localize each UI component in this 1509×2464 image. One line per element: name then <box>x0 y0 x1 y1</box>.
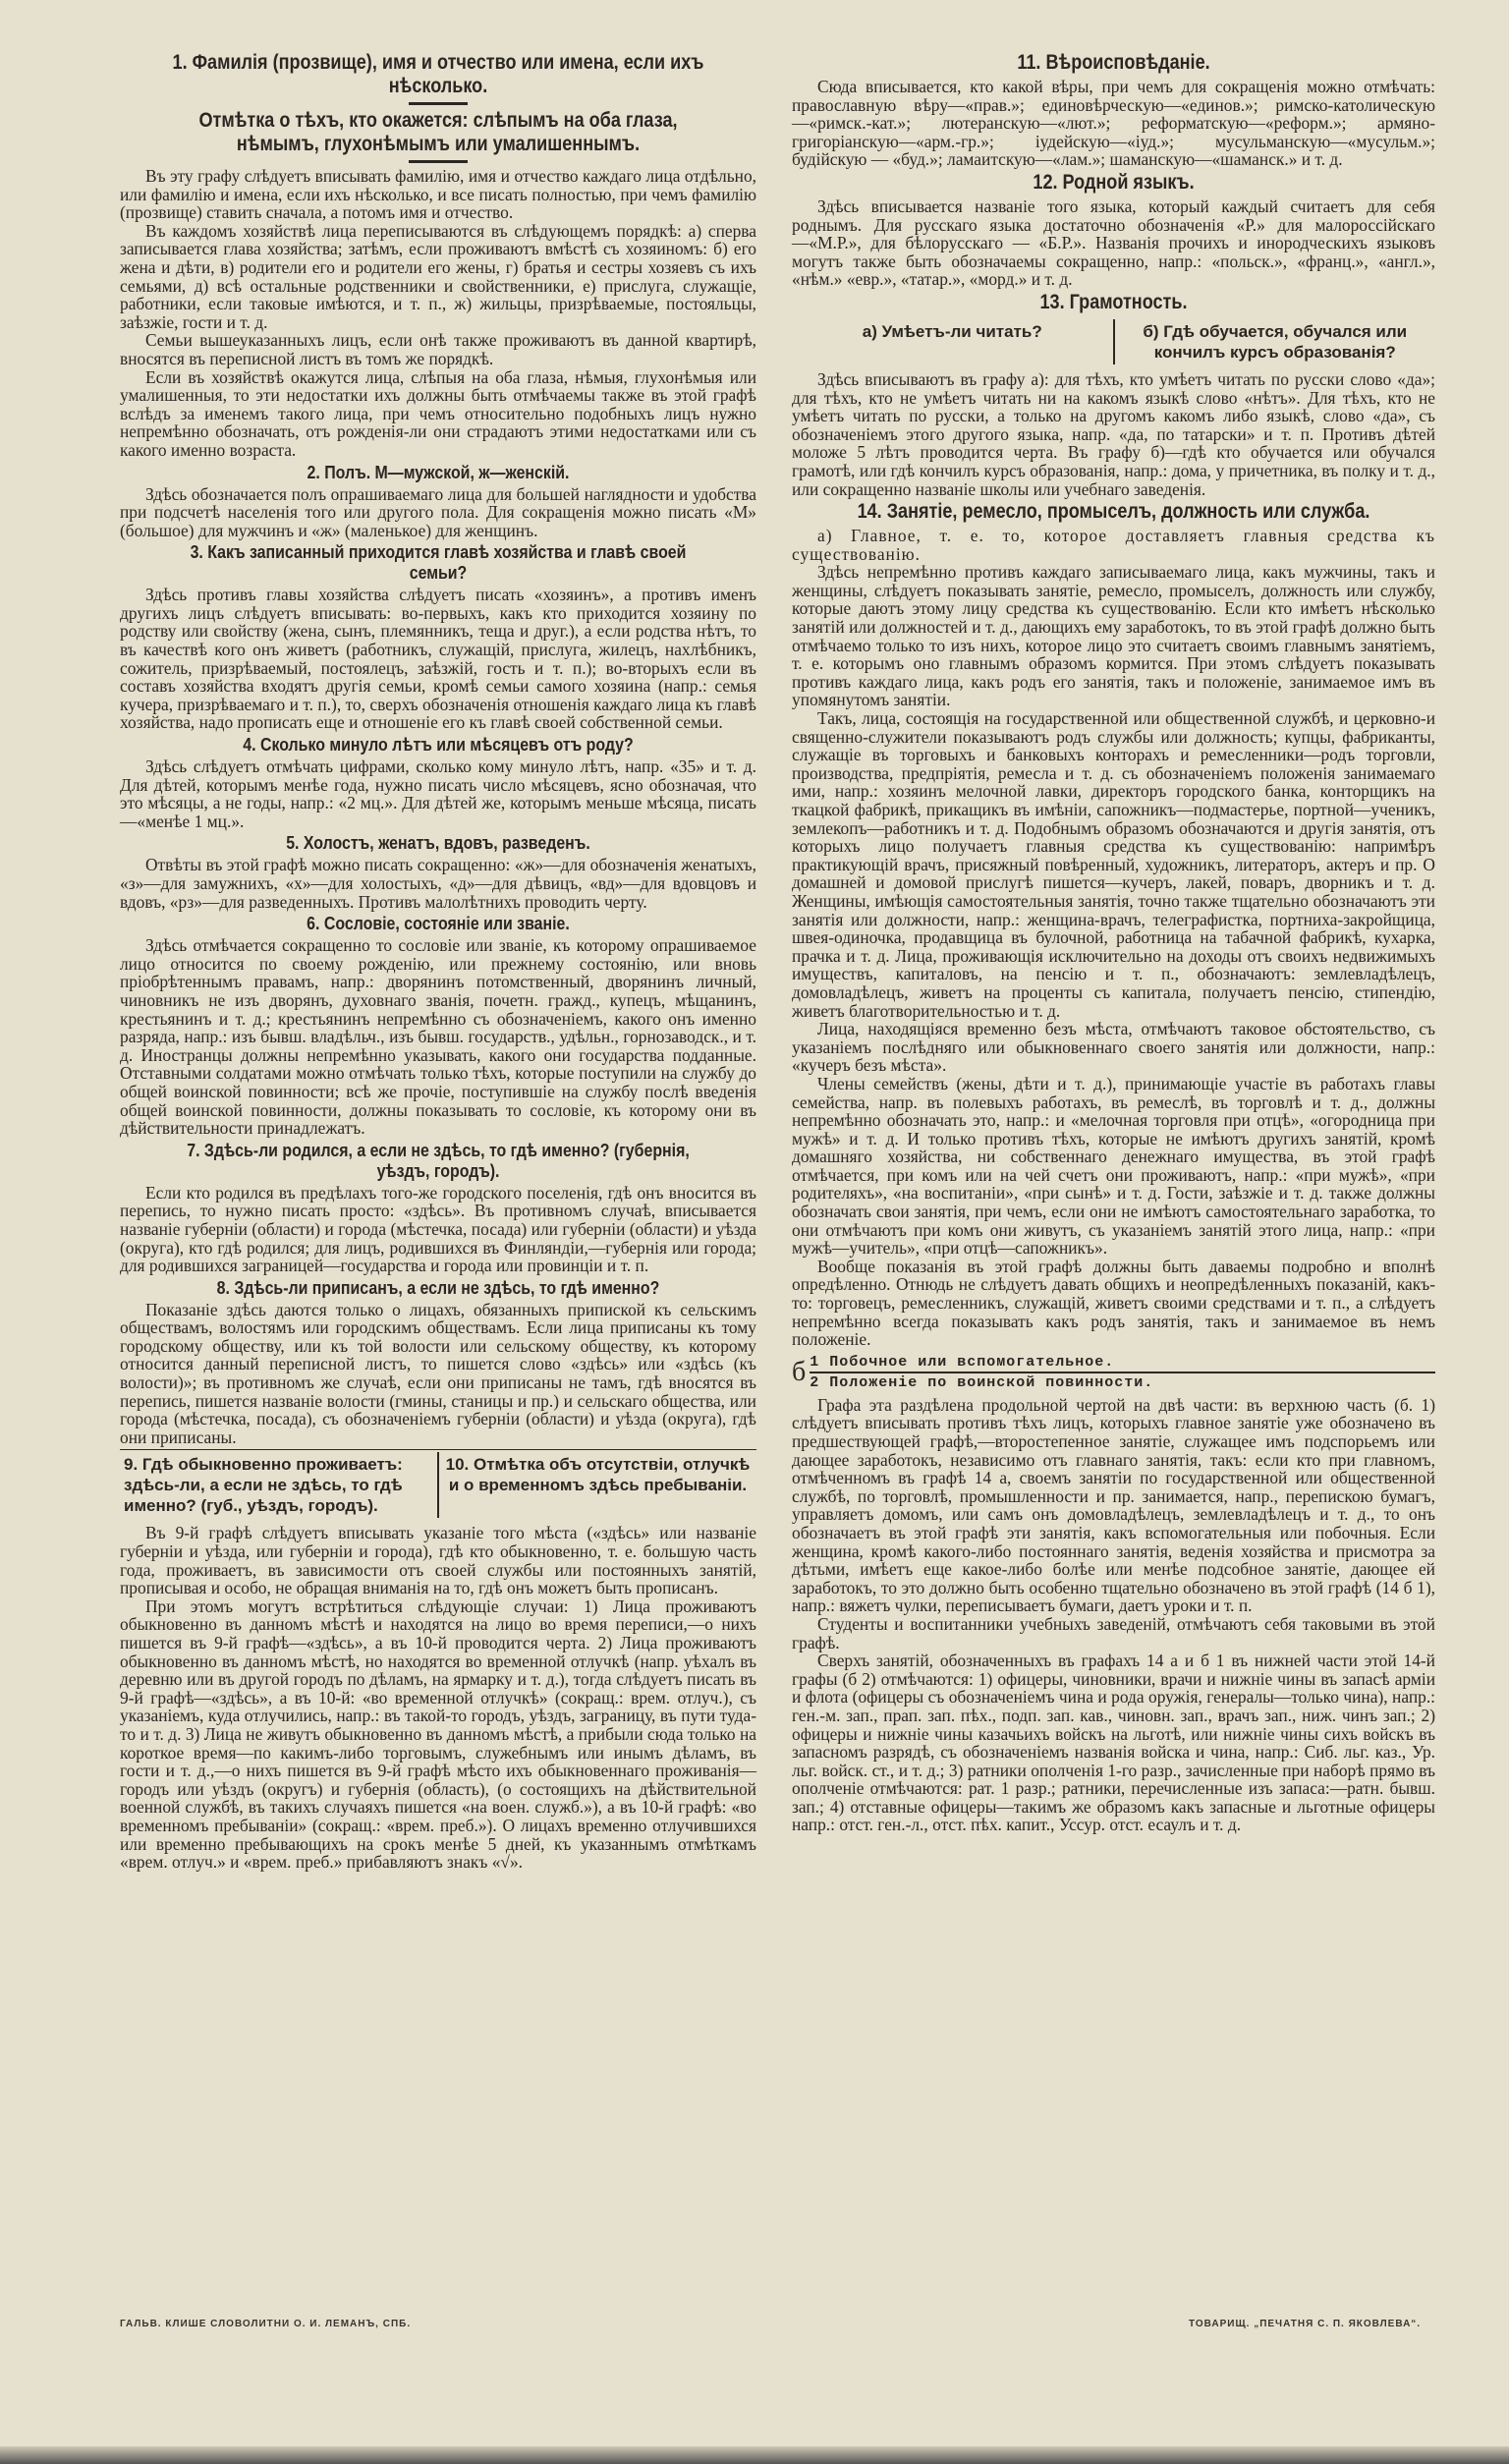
section-14b1-title: 1 Побочное или вспомогательное. <box>810 1353 1435 1373</box>
section-9-title: 9. Гдѣ обыкновенно проживаетъ: здѣсь-ли, а если не здѣсь, то гдѣ именно? (губ., уѣздъ, городъ). <box>124 1455 403 1516</box>
section-2-title: 2. Полъ. М—мужской, ж—женскій. <box>307 461 570 482</box>
section-13a-title: а) Умѣетъ-ли читать? <box>862 321 1042 341</box>
section-9-body <box>120 1524 756 1871</box>
section-6-title: 6. Сословіе, состояніе или званіе. <box>307 913 570 934</box>
paragraph: Студенты и воспитанники учебныхъ заведеній, отмѣчаютъ себя таковыми въ этой графѣ. <box>792 1613 1435 1652</box>
section-1-body <box>120 167 756 460</box>
paragraph: Вообще показанія въ этой графѣ должны быть даваемы подробно и вполнѣ опредѣленно. Отнюдь не слѣдуетъ давать общихъ и неопредѣленныхъ показаній, какъ-то: торговецъ, ремесленникъ, служащій, живетъ своими средствами и т. п., а слѣдуетъ непремѣнно всегда показывать какъ родъ занятія, такъ и занимаемое въ немъ положеніе. <box>792 1256 1435 1350</box>
right-column <box>792 49 1435 1834</box>
paragraph: Здѣсь отмѣчается сокращенно то сословіе или званіе, къ которому опрашиваемое лицо относится по своему рожденію, или прежнему состоянію, или вновь пріобрѣтеннымъ правамъ, напр.: дворянинъ потомственный, дворянинъ личный, чиновникъ не изъ дворянъ, духовнаго званія, почетн. гражд., купецъ, мѣщанинъ, крестьянинъ и т. д.; крестьянинъ непремѣнно съ обозначеніемъ, какого онъ именно разряда, напр.: изъ бывш. владѣльч., изъ бывш. государств., удѣльн., горнозаводск., и т. д. Иностранцы должны непремѣнно указывать, какого они государства подданные. Отставными солдатами можно отмѣчать только тѣхъ, которые поступили на службу до общей воинской повинности; всѣ же прочіе, поступившіе на службу послѣ введенія общей воинской повинности, должны показывать то сословіе, къ которому они въ дѣйствительности принадлежатъ. <box>120 935 756 1139</box>
section-14b-header <box>792 1353 1435 1392</box>
paragraph: Здѣсь противъ главы хозяйства слѣдуетъ писать «хозяинъ», а противъ именъ другихъ лицъ слѣдуетъ вписывать: во-первыхъ, какъ кто приходится хозяину по родству или свойству (жена, сынъ, племянникъ, теща и друг.), а если родства нѣтъ, то въ качествѣ кого онъ живетъ (работникъ, служащій, прислуга, жилецъ, нахлѣбникъ, сожитель, призрѣваемый, постоялецъ, заѣзжій, гость и т. п.); во-вторыхъ если въ составъ хозяйства входятъ другія семьи, кромѣ семьи самого хозяина (напр.: семья кучера, призрѣваемаго и т. п.), то, сверхъ обозначенія отношенія каждаго лица къ главѣ хозяйства, надо прописать еще и отношеніе его къ главѣ своей собственной семьи. <box>120 585 756 733</box>
paragraph: Въ 9-й графѣ слѣдуетъ вписывать указаніе того мѣста («здѣсь» или названіе губерніи и уѣзда, или губерніи и города), гдѣ кто обыкновенно, т. е. большую часть года, проживаетъ, въ зависимости отъ своей службы или постоянныхъ занятій, прописывая и особо, не обращая вниманія на то, гдѣ онъ можетъ быть прописанъ. <box>120 1523 756 1598</box>
section-14b-body <box>792 1396 1435 1834</box>
paragraph: Здѣсь обозначается полъ опрашиваемаго лица для большей наглядности и удобства при подсчетѣ населенія того или другого пола. Для сокращенія можно писать «М» (большое) для мужчинъ и «ж» (маленькое) для женщинъ. <box>120 483 756 540</box>
section-1-subtitle: Отмѣтка о тѣхъ, кто окажется: слѣпымъ на оба глаза, нѣмымъ, глухонѣмымъ или умалишеннымъ. <box>198 109 678 155</box>
section-14b2-title: 2 Положеніе по воинской повинности. <box>810 1373 1154 1391</box>
section-8-title: 8. Здѣсь-ли приписанъ, а если не здѣсь, то гдѣ именно? <box>216 1276 660 1298</box>
section-13b-title: б) Гдѣ обучается, обучался или кончилъ курсъ образованія? <box>1113 319 1436 364</box>
paragraph: При этомъ могутъ встрѣтиться слѣдующіе случаи: 1) Лица проживаютъ обыкновенно въ данномъ мѣстѣ и находятся на лицо во время переписи,—о нихъ пишется въ 9-й графѣ—«здѣсь», а въ 10-й проводится черта. 2) Лица проживаютъ обыкновенно въ данномъ мѣстѣ, но находятся во временной отлучкѣ (напр. уѣхалъ въ деревню или въ другой городъ по дѣламъ, на ярмарку и т. д.), тогда слѣдуетъ писать въ 9-й графѣ—«здѣсь», а въ 10-й: «во временной отлучкѣ» (сокращ.: врем. отлуч.), съ указаніемъ, куда отлучились, напр.: въ такой-то городъ, уѣздъ, заграницу, въ пути туда-то и т. д. 3) Лица не живутъ обыкновенно въ данномъ мѣстѣ, а прибыли сюда только на короткое время—по какимъ-либо торговымъ, служебнымъ или инымъ дѣламъ, въ гости и т. д.,—о нихъ пишется въ 9-й графѣ мѣсто ихъ обыкновеннаго проживанія—городъ или уѣздъ (округъ) и губернія (область), (о состоящихъ на дѣйствительной военной службѣ, въ такихъ случаяхъ пишется «на воен. служб.»), а въ 10-й графѣ: «во временномъ пребываніи» (сокращ.: «врем. преб.»). О лицахъ временно отлучившихся или временно пребывающихъ на срокъ менѣе 5 дней, къ указаннымъ отмѣткамъ «врем. отлуч.» и «врем. преб.» прибавляютъ знакъ «√». <box>120 1596 756 1873</box>
paragraph: Семьи вышеуказанныхъ лицъ, если онѣ также проживаютъ въ данной квартирѣ, вносятся въ переписной листъ въ томъ же порядкѣ. <box>120 330 756 368</box>
divider <box>409 160 468 163</box>
section-3-body <box>120 586 756 732</box>
paragraph: Сюда вписывается, кто какой вѣры, при чемъ для сокращенія можно отмѣчать: православную вѣру—«прав.»; единовѣрческую—«единов.»; римско-католическую—«римск.-кат.»; лютеранскую—«лют.»; реформатскую—«реформ.»; армяно-григоріанскую—«арм.-гр.»; іудейскую—«іуд.»; мусульманскую—«мусульм.»; будійскую — «буд.»; ламаитскую—«лам.»; шаманскую—«шаманск.» и т. д. <box>792 77 1435 170</box>
divider <box>409 102 468 105</box>
section-8-body <box>120 1301 756 1447</box>
printer-credit-right: ТОВАРИЩ. „ПЕЧАТНЯ С. П. ЯКОВЛЕВА“. <box>1189 2319 1422 2329</box>
left-column <box>120 49 756 1872</box>
paragraph: Показаніе здѣсь даются только о лицахъ, обязанныхъ припиской къ сельскимъ обществамъ, волостямъ или городскимъ обществамъ. Если лица приписаны къ тому городскому обществу, или къ той волости или сельскому обществу, къ которому относится данный переписной листъ, то пишется слово «здѣсь» или «здѣсь (къ волости)»; въ противномъ же случаѣ, если они приписаны не тамъ, гдѣ вносятся въ перепись, пишется названіе волости (гмины, станицы и пр.) и сельскаго общества, или города (мѣстечка, посада), съ обозначеніемъ губерніи (области) и уѣзда (округа), гдѣ они приписаны. <box>120 1299 756 1447</box>
paragraph: Если кто родился въ предѣлахъ того-же городского поселенія, гдѣ онъ вносится въ перепись, то нужно писать просто: «здѣсь». Въ противномъ случаѣ, вписывается названіе губерніи (области) и города (мѣстечка, посада) или губерніи (области) и уѣзда (округа), кто гдѣ родился; для лицъ, родившихся въ Финляндіи,—губернія или города; для родившихся заграницей—государства и города или провинціи и т. п. <box>120 1182 756 1276</box>
section-1-title: 1. Фамилія (прозвище), имя и отчество или имена, если ихъ нѣсколько. <box>172 51 704 97</box>
paragraph: Графа эта раздѣлена продольной чертой на двѣ части: въ верхнюю часть (б. 1) слѣдуетъ вписывать противъ тѣхъ лицъ, которыхъ главное занятіе уже обозначено въ предшествующей графѣ,—второстепенное занятіе, служащее имъ подспорьемъ или дающее заработокъ, независимо отъ главнаго занятія, такъ: если кто при главномъ, отмѣченномъ въ графѣ 14 а, своемъ занятіи по государственной или общественной службѣ, по торговлѣ, промышленности и пр. занимается, напр., перепискою бумагъ, управляетъ домомъ, или самъ онъ домовладѣлецъ, землевладѣлецъ и т. д., то онъ обозначаетъ въ этой графѣ эти занятія, какъ вспомогательныя или побочныя. Если женщина, кромѣ какого-либо постояннаго занятія, веденія хозяйства и присмотра за дѣтьми, имѣетъ еще какое-либо болѣе или менѣе подсобное занятіе, дающее ей заработокъ, то это должно быть особенно тщательно обозначено въ этой графѣ (14 б 1), напр.: вяжетъ чулки, переписываетъ бумаги, даетъ уроки и т. п. <box>792 1394 1435 1616</box>
section-13-header <box>792 317 1435 367</box>
section-12-body <box>792 197 1435 289</box>
paragraph: Въ эту графу слѣдуетъ вписывать фамилію, имя и отчество каждаго лица отдѣльно, или фамилію и имена, если ихъ нѣсколько, и все писать полностью, при чемъ фамилію (прозвище) ставить сначала, а потомъ имя и отчество. <box>120 166 756 223</box>
paragraph: Члены семействъ (жены, дѣти и т. д.), принимающіе участіе въ работахъ главы семейства, напр. въ полевыхъ работахъ, въ ремеслѣ, въ торговлѣ и т. д., должны непремѣнно обозначать это, напр.: и «мелочная торговля при отцѣ», «огородница при мужѣ» и т. д. И только противъ тѣхъ, которые не имѣютъ другихъ занятій, кромѣ домашняго хозяйства, ни собственнаго денежнаго имущества, въ этой графѣ отмѣчается, при комъ или на чей счетъ они проживаютъ, напр.: «при мужѣ», «при родителяхъ», «на воспитаніи», «при сынѣ» и т. д. Гости, заѣзжіе и т. д. также должны обозначать свои занятія, при чемъ, если они не имѣютъ самостоятельнаго заработка, то они отмѣчаютъ при комъ они живутъ, съ указаніемъ занятій этого лица, напр.: «при мужѣ—учитель», «при отцѣ—сапожникъ». <box>792 1073 1435 1259</box>
section-14-title: 14. Занятіе, ремесло, промыселъ, должность или служба. <box>857 500 1370 524</box>
paragraph: Такъ, лица, состоящія на государственной или общественной службѣ, и церковно-и священно-служители показываютъ родъ службы или должность; купцы, фабриканты, служащіе въ торговыхъ и банковыхъ конторахъ и ремесленники—родъ торговли, производства, предпріятія, ремесла и т. д. съ обозначеніемъ положенія занимаемаго ими, напр.: хозяинъ мелочной лавки, директоръ городского банка, конторщикъ на ткацкой фабрикѣ, прикащикъ въ имѣніи, сапожникъ—подмастерье, портной—ученикъ, землекопъ—работникъ и т. д. Подобнымъ образомъ обозначаются и другія занятія, отъ которыхъ лицо получаетъ главныя средства къ существованію: напримѣръ практикующій врачъ, присяжный повѣренный, художникъ, литераторъ, актеръ и пр. О домашней и домовой прислугѣ пишется—кучеръ, лакей, поваръ, дворникъ и т. д. Женщины, имѣющія самостоятельныя занятія, точно также тщательно обозначаютъ эти занятія или должности, напр.: женщина-врачъ, телеграфистка, портниха-закройщица, швея-одиночка, продавщица въ булочной, работница на табачной фабрикѣ, кухарка, прачка и т. д. Лица, проживающія исключительно на доходы отъ своихъ недвижимыхъ имуществъ, капиталовъ, на пенсію и т. п., обозначаютъ: землевладѣлецъ, домовладѣлецъ, живетъ на проценты съ капитала, получаетъ пенсію, стипендію, живетъ благотворительностью и т. д. <box>792 708 1435 1021</box>
section-10-title: 10. Отмѣтка объ отсутствіи, отлучкѣ и о временномъ здѣсь пребываніи. <box>437 1452 756 1518</box>
section-11-body <box>792 78 1435 169</box>
section-7-body <box>120 1184 756 1275</box>
section-5-title: 5. Холостъ, женатъ, вдовъ, разведенъ. <box>286 832 590 854</box>
section-13-title: 13. Грамотность. <box>1039 290 1188 313</box>
section-4-body <box>120 757 756 830</box>
section-13-body <box>792 370 1435 498</box>
paragraph: Здѣсь непремѣнно противъ каждаго записываемаго лица, какъ мужчины, такъ и женщины, слѣдуетъ показывать занятіе, ремесло, промыселъ, должность или службу, которые даютъ этому лицу средства къ существованію. Если кто имѣетъ нѣсколько занятій или должностей и т. д., дающихъ ему заработокъ, то въ этой графѣ должно быть отмѣчаемо только то изъ нихъ, которое лицо это считаетъ своимъ главнымъ занятіемъ, т. е. которымъ оно главнымъ образомъ кормится. При этомъ слѣдуетъ показывать противъ каждаго лица, какъ родъ его занятія, такъ и положеніе, занимаемое имъ въ упомянутомъ занятіи. <box>792 562 1435 710</box>
sections-9-10-header <box>120 1449 756 1521</box>
section-14b-letter: б <box>792 1356 807 1387</box>
printer-credit-left: ГАЛЬВ. КЛИШЕ СЛОВОЛИТНИ О. И. ЛЕМАНЪ, СПБ. <box>120 2319 412 2329</box>
paragraph: Здѣсь вписывается названіе того языка, который каждый считаетъ для себя роднымъ. Для русскаго языка достаточно обозначенія «Р.» для малороссійскаго—«М.Р.», для бѣлорусскаго — «Б.Р.». Названія прочихъ и инородческихъ языковъ могутъ также быть обозначаемы сокращенно, напр.: «польск.», «франц.», «англ.», «нѣм.» «евр.», «татар.», «морд.» и т. д. <box>792 196 1435 290</box>
paragraph: Отвѣты въ этой графѣ можно писать сокращенно: «ж»—для обозначенія женатыхъ, «з»—для замужнихъ, «х»—для холостыхъ, «д»—для дѣвицъ, «вд»—для вдовцовъ и вдовъ, «рз»—для разведенныхъ. Противъ малолѣтнихъ проводить черту. <box>120 855 756 912</box>
section-2-body <box>120 485 756 540</box>
paragraph: Если въ хозяйствѣ окажутся лица, слѣпыя на оба глаза, нѣмыя, глухонѣмыя или умалишенныя, то эти недостатки ихъ должны быть отмѣчаемы также въ этой графѣ вслѣдъ за именемъ такого лица, при чемъ относительно подобныхъ лицъ нужно непремѣнно обозначать, отъ рожденія-ли они страдаютъ этими недостатками или съ какого именно возраста. <box>120 366 756 460</box>
page-bottom-edge <box>0 2446 1509 2464</box>
paragraph: Лица, находящіяся временно безъ мѣста, отмѣчаютъ таковое обстоятельство, съ указаніемъ послѣдняго или обыкновеннаго своего занятія или должности, напр.: «кучеръ безъ мѣста». <box>792 1019 1435 1076</box>
section-4-title: 4. Сколько минуло лѣтъ или мѣсяцевъ отъ роду? <box>243 734 634 756</box>
section-14a-title: а) Главное, т. е. то, которое доставляетъ главныя средства къ существованію. <box>792 526 1435 564</box>
paragraph: Въ каждомъ хозяйствѣ лица переписываются въ слѣдующемъ порядкѣ: а) сперва записывается глава хозяйства; затѣмъ, если проживаютъ вмѣстѣ съ хозяиномъ: б) его жена и дѣти, в) родители его и родители его жены, г) братья и сестры хозяевъ съ ихъ семьями, д) всѣ остальные родственники и свойственники, е) прислуга, служащіе, работники, если таковые имѣются, и т. п., ж) жильцы, призрѣваемые, постояльцы, заѣзжіе, гости и т. д. <box>120 220 756 332</box>
paragraph: Сверхъ занятій, обозначенныхъ въ графахъ 14 а и б 1 въ нижней части этой 14-й графы (б 2) отмѣчаются: 1) офицеры, чиновники, врачи и нижніе чины въ запасѣ арміи и флота (офицеры съ обозначеніемъ чина и рода оружія, генералы—только чина), напр.: ген.-м. зап., прап. зап. пѣх., подп. зап. кав., чиновн. зап., врачъ зап., ниж. чинъ зап.; 2) офицеры и нижніе чины казачьихъ войскъ на льготѣ, или нижніе чины сихъ войскъ въ запасномъ разрядѣ, съ обозначеніемъ названія войска и чина, напр.: Сиб. льг. каз., Ур. льг. войск. ст., и т. д.; 3) ратники ополченія 1-го разр., зачисленные при наборѣ прямо въ ополченіе отмѣчаются: рат. 1 разр.; ратники, перечисленные изъ запаса:—ратн. бывш. зап.; 4) отставные офицеры—такимъ же образомъ какъ запасные и льготные офицеры напр.: отст. ген.-л., отст. пѣх. капит., Уссур. отст. есаулъ и т. д. <box>792 1651 1435 1835</box>
section-5-body <box>120 856 756 911</box>
paragraph: Здѣсь слѣдуетъ отмѣчать цифрами, сколько кому минуло лѣтъ, напр. «35» и т. д. Для дѣтей, которымъ менѣе года, нужно писать число мѣсяцевъ, ясно обозначая, что это мѣсяцы, а не годы, напр.: «2 мц.». Для дѣтей же, которымъ меньше мѣсяца, писать—«менѣе 1 мц.». <box>120 756 756 831</box>
section-11-title: 11. Вѣроисповѣданіе. <box>1017 51 1210 74</box>
section-14a-body <box>792 563 1435 1349</box>
section-6-body <box>120 936 756 1138</box>
paragraph: Здѣсь вписываютъ въ графу а): для тѣхъ, кто умѣетъ читать по русски слово «да»; для тѣхъ, кто не умѣетъ читать ни на какомъ языкѣ слово «нѣтъ». Для тѣхъ, кто не умѣетъ читать по русски, а только на другомъ какомъ либо языкѣ, слово «да», съ обозначеніемъ этого другого языка, напр. «да, по татарски» и т. п. Противъ дѣтей моложе 5 лѣтъ проводится черта. Въ графу б)—гдѣ кто обучается или обучался грамотѣ, или гдѣ кончилъ курсъ образованія, напр.: дома, у причетника, въ полку и т. д., или сокращенно названіе школы или учебнаго заведенія. <box>792 368 1435 499</box>
section-12-title: 12. Родной языкъ. <box>1033 170 1195 194</box>
section-7-title: 7. Здѣсь-ли родился, а если не здѣсь, то гдѣ именно? (губернія, уѣздъ, городъ). <box>187 1139 690 1181</box>
section-3-title: 3. Какъ записанный приходится главѣ хозяйства и главѣ своей семьи? <box>190 541 687 584</box>
